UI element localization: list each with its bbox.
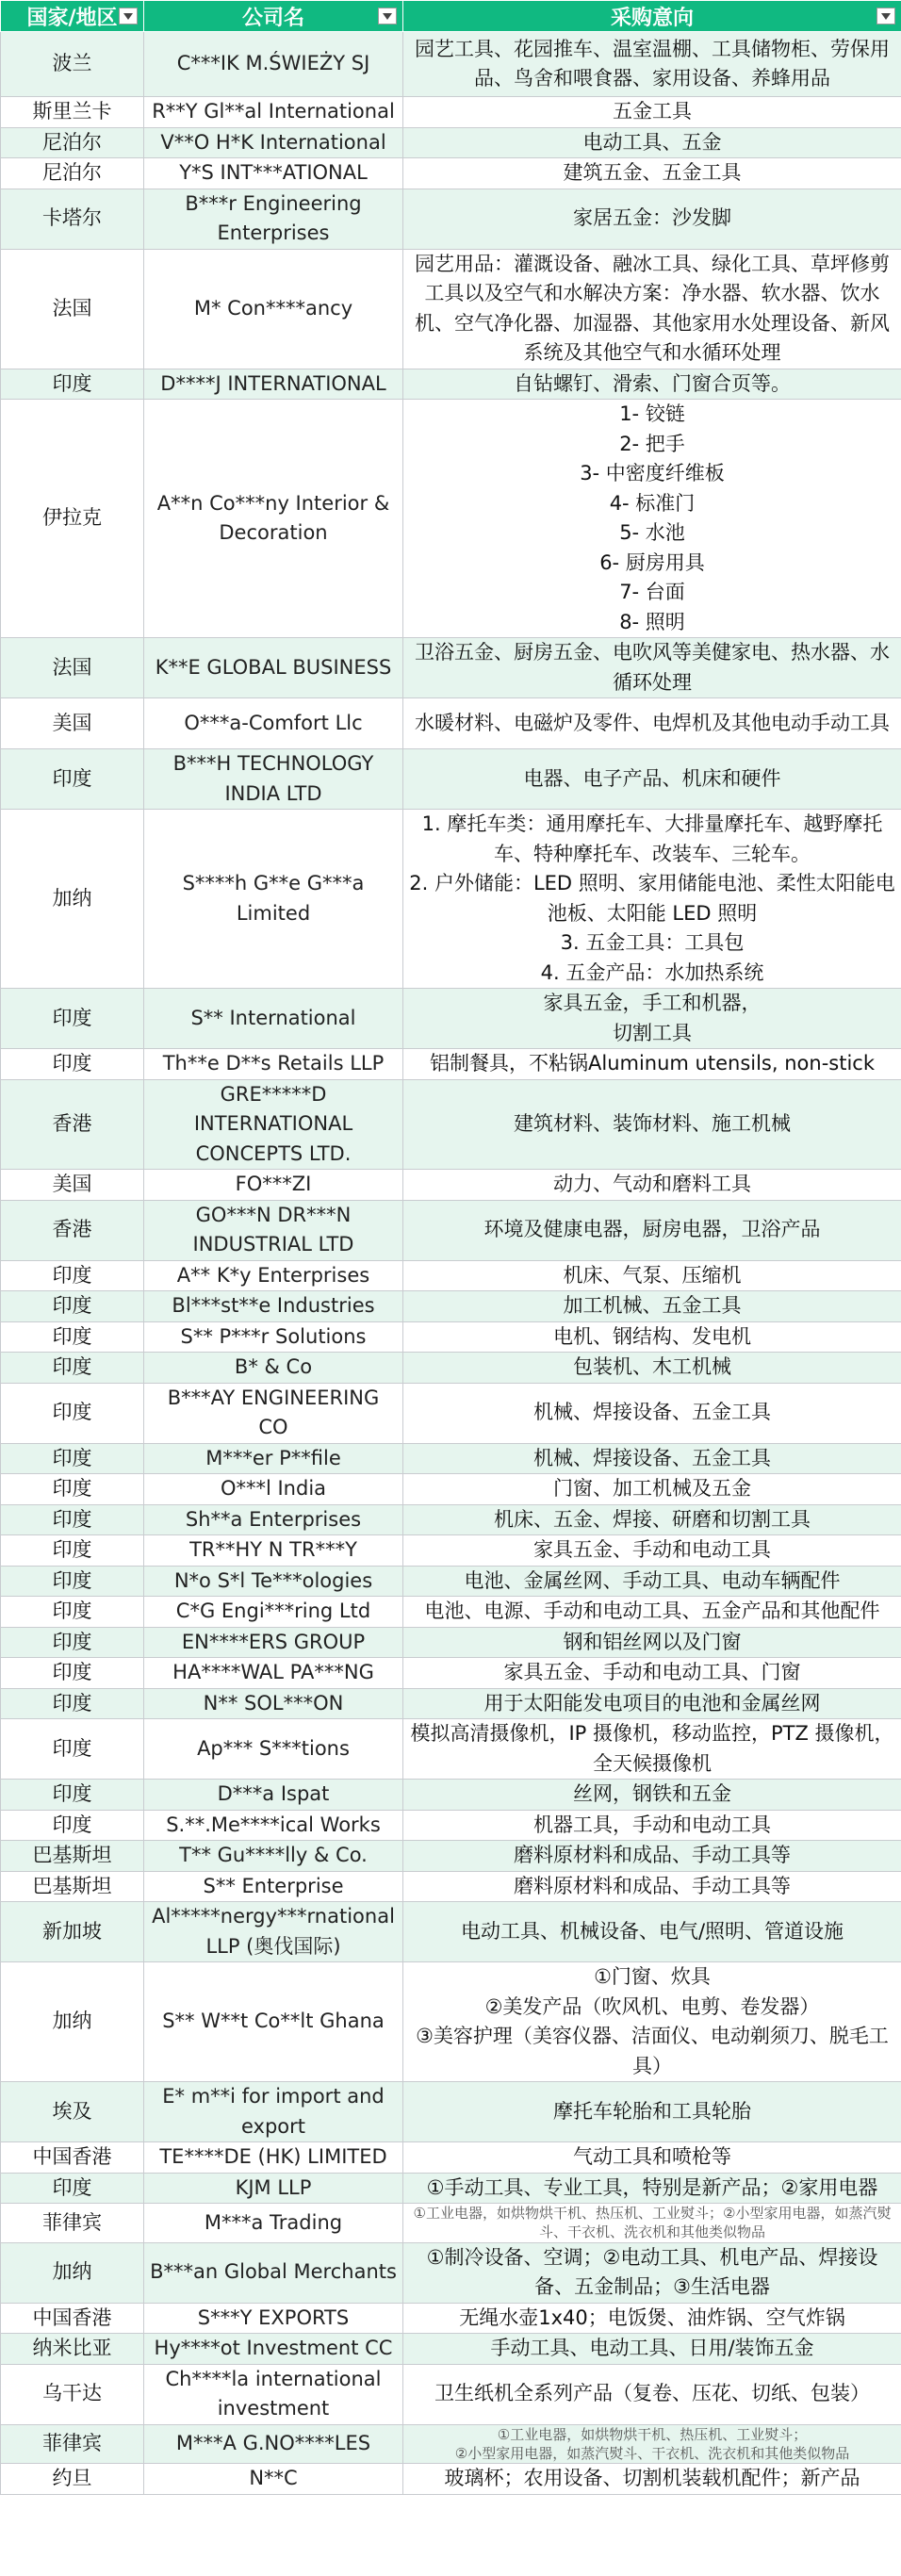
company-cell: Ch****la international investment: [144, 2364, 403, 2424]
intent-cell: 动力、气动和磨料工具: [403, 1170, 901, 1201]
intent-cell: 摩托车轮胎和工具轮胎: [403, 2082, 901, 2142]
country-cell: 尼泊尔: [1, 158, 144, 189]
intent-cell: 玻璃杯；农用设备、切割机装载机配件；新产品: [403, 2464, 901, 2495]
intent-cell: 气动工具和喷枪等: [403, 2142, 901, 2174]
table-row: [1, 1627, 901, 1658]
table-row: [1, 1353, 901, 1384]
intent-cell: 磨料原材料和成品、手动工具等: [403, 1871, 901, 1902]
table-row: [1, 1170, 901, 1201]
company-cell: A** K*y Enterprises: [144, 1260, 403, 1291]
country-cell: 印度: [1, 1474, 144, 1505]
country-cell: 加纳: [1, 1962, 144, 2082]
company-cell: O***a-Comfort Llc: [144, 698, 403, 749]
country-cell: 法国: [1, 638, 144, 698]
country-cell: 印度: [1, 1383, 144, 1443]
intent-cell: 机器工具，手动和电动工具: [403, 1810, 901, 1841]
country-cell: 印度: [1, 1810, 144, 1841]
intent-cell: 电器、电子产品、机床和硬件: [403, 749, 901, 810]
intent-cell: 卫生纸机全系列产品（复卷、压花、切纸、包装）: [403, 2364, 901, 2424]
company-cell: HA****WAL PA***NG: [144, 1658, 403, 1689]
intent-cell: 用于太阳能发电项目的电池和金属丝网: [403, 1688, 901, 1719]
country-cell: 印度: [1, 1260, 144, 1291]
country-cell: 乌干达: [1, 2364, 144, 2424]
company-cell: N** SOL***ON: [144, 1688, 403, 1719]
filter-dropdown-icon[interactable]: [119, 8, 138, 25]
table-row: [1, 2334, 901, 2365]
country-cell: 印度: [1, 989, 144, 1049]
table-row: [1, 1780, 901, 1811]
table-row: [1, 1200, 901, 1260]
header-country-label: 国家/地区: [26, 6, 118, 30]
company-cell: Sh**a Enterprises: [144, 1504, 403, 1535]
country-cell: 加纳: [1, 810, 144, 989]
table-row: [1, 189, 901, 249]
company-cell: Th**e D**s Retails LLP: [144, 1049, 403, 1080]
country-cell: 巴基斯坦: [1, 1841, 144, 1872]
country-cell: 印度: [1, 1504, 144, 1535]
company-cell: C*G Engi***ring Ltd: [144, 1597, 403, 1628]
country-cell: 菲律宾: [1, 2424, 144, 2464]
filter-dropdown-icon[interactable]: [876, 8, 895, 25]
table-row: [1, 32, 901, 97]
header-row: [1, 1, 901, 32]
country-cell: 中国香港: [1, 2142, 144, 2174]
company-cell: N**C: [144, 2464, 403, 2495]
table-row: [1, 1049, 901, 1080]
country-cell: 巴基斯坦: [1, 1871, 144, 1902]
table-row: [1, 158, 901, 189]
company-cell: M* Con****ancy: [144, 249, 403, 369]
table-row: [1, 1474, 901, 1505]
table-row: [1, 810, 901, 989]
intent-cell: 机床、五金、焊接、研磨和切割工具: [403, 1504, 901, 1535]
intent-cell: ①门窗、炊具 ②美发产品（吹风机、电剪、卷发器） ③美容护理（美容仪器、洁面仪、电动剃须刀、脱毛工具）: [403, 1962, 901, 2082]
company-cell: B***an Global Merchants: [144, 2242, 403, 2303]
table-row: [1, 1962, 901, 2082]
table-row: [1, 989, 901, 1049]
country-cell: 新加坡: [1, 1902, 144, 1962]
country-cell: 印度: [1, 749, 144, 810]
company-cell: V**O H*K International: [144, 127, 403, 158]
intent-cell: 铝制餐具，不粘锅Aluminum utensils, non-stick: [403, 1049, 901, 1080]
company-cell: T** Gu****lly & Co.: [144, 1841, 403, 1872]
intent-cell: 磨料原材料和成品、手动工具等: [403, 1841, 901, 1872]
country-cell: 印度: [1, 1627, 144, 1658]
company-cell: B***r Engineering Enterprises: [144, 189, 403, 249]
company-cell: S** International: [144, 989, 403, 1049]
country-cell: 约旦: [1, 2464, 144, 2495]
company-cell: Al*****nergy***rnational LLP (奥伐国际): [144, 1902, 403, 1962]
country-cell: 印度: [1, 369, 144, 400]
table-row: [1, 400, 901, 638]
intent-cell: 家具五金、手动和电动工具: [403, 1535, 901, 1567]
table-row: [1, 1321, 901, 1353]
intent-cell: 模拟高清摄像机，IP 摄像机，移动监控，PTZ 摄像机，全天候摄像机: [403, 1719, 901, 1780]
intent-cell: 建筑五金、五金工具: [403, 158, 901, 189]
table-row: [1, 1260, 901, 1291]
table-row: [1, 1566, 901, 1597]
intent-cell: 园艺用品：灌溉设备、融冰工具、绿化工具、草坪修剪工具以及空气和水解决方案：净水器、软水器、饮水机、空气净化器、加湿器、其他家用水处理设备、新风系统及其他空气和水循环处理: [403, 249, 901, 369]
country-cell: 波兰: [1, 32, 144, 97]
company-cell: M***A G.NO****LES: [144, 2424, 403, 2464]
table-row: [1, 249, 901, 369]
intent-cell: 建筑材料、装饰材料、施工机械: [403, 1079, 901, 1170]
table-row: [1, 1383, 901, 1443]
country-cell: 埃及: [1, 2082, 144, 2142]
table-row: [1, 1535, 901, 1567]
country-cell: 法国: [1, 249, 144, 369]
table-row: [1, 1810, 901, 1841]
table-row: [1, 2242, 901, 2303]
table-row: [1, 638, 901, 698]
country-cell: 菲律宾: [1, 2204, 144, 2243]
header-company: [144, 1, 403, 32]
table-row: [1, 127, 901, 158]
company-cell: M***er P**file: [144, 1443, 403, 1474]
country-cell: 印度: [1, 1719, 144, 1780]
table-row: [1, 2303, 901, 2334]
intent-cell: ①制冷设备、空调；②电动工具、机电产品、焊接设备、五金制品；③生活电器: [403, 2242, 901, 2303]
country-cell: 印度: [1, 1688, 144, 1719]
company-cell: TE****DE (HK) LIMITED: [144, 2142, 403, 2174]
country-cell: 中国香港: [1, 2303, 144, 2334]
company-cell: D***a Ispat: [144, 1780, 403, 1811]
company-cell: S** P***r Solutions: [144, 1321, 403, 1353]
table-row: [1, 2464, 901, 2495]
country-cell: 卡塔尔: [1, 189, 144, 249]
intent-cell: 门窗、加工机械及五金: [403, 1474, 901, 1505]
table-row: [1, 698, 901, 749]
table-row: [1, 1079, 901, 1170]
intent-cell: 1- 铰链 2- 把手 3- 中密度纤维板 4- 标准门 5- 水池 6- 厨房用具 7- 台面 8- 照明: [403, 400, 901, 638]
company-cell: Hy****ot Investment CC: [144, 2334, 403, 2365]
filter-dropdown-icon[interactable]: [378, 8, 397, 25]
header-intent-label: 采购意向: [610, 6, 694, 30]
intent-cell: 机械、焊接设备、五金工具: [403, 1383, 901, 1443]
country-cell: 伊拉克: [1, 400, 144, 638]
table-row: [1, 1719, 901, 1780]
table-row: [1, 1871, 901, 1902]
header-country: [1, 1, 144, 32]
table-row: [1, 1443, 901, 1474]
company-cell: N*o S*l Te***ologies: [144, 1566, 403, 1597]
company-cell: Bl***st**e Industries: [144, 1291, 403, 1322]
country-cell: 印度: [1, 1780, 144, 1811]
table-body: [1, 32, 901, 2495]
intent-cell: 包装机、木工机械: [403, 1353, 901, 1384]
intent-cell: 卫浴五金、厨房五金、电吹风等美健家电、热水器、水循环处理: [403, 638, 901, 698]
company-cell: Ap*** S***tions: [144, 1719, 403, 1780]
table-row: [1, 1291, 901, 1322]
country-cell: 美国: [1, 1170, 144, 1201]
country-cell: 印度: [1, 1597, 144, 1628]
company-cell: C***IK M.ŚWIEŻY SJ: [144, 32, 403, 97]
intent-cell: 家具五金，手工和机器， 切割工具: [403, 989, 901, 1049]
company-cell: EN****ERS GROUP: [144, 1627, 403, 1658]
company-cell: K**E GLOBAL BUSINESS: [144, 638, 403, 698]
table-row: [1, 1504, 901, 1535]
intent-cell: 加工机械、五金工具: [403, 1291, 901, 1322]
country-cell: 印度: [1, 1443, 144, 1474]
intent-cell: 电池、电源、手动和电动工具、五金产品和其他配件: [403, 1597, 901, 1628]
table-row: [1, 1597, 901, 1628]
company-cell: B***H TECHNOLOGY INDIA LTD: [144, 749, 403, 810]
intent-cell: 水暖材料、电磁炉及零件、电焊机及其他电动手动工具: [403, 698, 901, 749]
table-row: [1, 749, 901, 810]
table-row: [1, 2082, 901, 2142]
company-cell: D****J INTERNATIONAL: [144, 369, 403, 400]
intent-cell: 机械、焊接设备、五金工具: [403, 1443, 901, 1474]
table-row: [1, 2424, 901, 2464]
country-cell: 印度: [1, 1353, 144, 1384]
company-cell: S.**.Me****ical Works: [144, 1810, 403, 1841]
company-cell: S***Y EXPORTS: [144, 2303, 403, 2334]
header-company-label: 公司名: [241, 6, 304, 30]
table-row: [1, 97, 901, 128]
intent-cell: 环境及健康电器，厨房电器，卫浴产品: [403, 1200, 901, 1260]
table-row: [1, 1688, 901, 1719]
company-cell: O***l India: [144, 1474, 403, 1505]
table-row: [1, 2173, 901, 2204]
intent-cell: 钢和铝丝网以及门窗: [403, 1627, 901, 1658]
intent-cell: 自钻螺钉、滑索、门窗合页等。: [403, 369, 901, 400]
intent-cell: 园艺工具、花园推车、温室温棚、工具储物柜、劳保用品、鸟舍和喂食器、家用设备、养蜂用品: [403, 32, 901, 97]
country-cell: 尼泊尔: [1, 127, 144, 158]
country-cell: 香港: [1, 1200, 144, 1260]
company-cell: B* & Co: [144, 1353, 403, 1384]
intent-cell: 家居五金：沙发脚: [403, 189, 901, 249]
intent-cell: 电动工具、机械设备、电气/照明、管道设施: [403, 1902, 901, 1962]
table-header: [1, 1, 901, 32]
company-cell: S** Enterprise: [144, 1871, 403, 1902]
intent-cell: 家具五金、手动和电动工具、门窗: [403, 1658, 901, 1689]
company-cell: R**Y Gl**al International: [144, 97, 403, 128]
intent-cell: 1. 摩托车类：通用摩托车、大排量摩托车、越野摩托车、特种摩托车、改装车、三轮车。 2. 户外储能：LED 照明、家用储能电池、柔性太阳能电池板、太阳能 LED 照明 3. 五金工具：工具包 4. 五金产品：水加热系统: [403, 810, 901, 989]
intent-cell: ①手动工具、专业工具，特别是新产品；②家用电器: [403, 2173, 901, 2204]
company-cell: TR**HY N TR***Y: [144, 1535, 403, 1567]
country-cell: 印度: [1, 1658, 144, 1689]
company-cell: A**n Co***ny Interior & Decoration: [144, 400, 403, 638]
header-intent: [403, 1, 901, 32]
country-cell: 香港: [1, 1079, 144, 1170]
company-cell: E* m**i for import and export: [144, 2082, 403, 2142]
intent-cell: 手动工具、电动工具、日用/装饰五金: [403, 2334, 901, 2365]
intent-cell: 电池、金属丝网、手动工具、电动车辆配件: [403, 1566, 901, 1597]
country-cell: 印度: [1, 1291, 144, 1322]
table-row: [1, 1841, 901, 1872]
table-row: [1, 1902, 901, 1962]
intent-cell: 电机、钢结构、发电机: [403, 1321, 901, 1353]
company-cell: FO***ZI: [144, 1170, 403, 1201]
company-cell: GRE*****D INTERNATIONAL CONCEPTS LTD.: [144, 1079, 403, 1170]
intent-cell: ①工业电器，如烘物烘干机、热压机、工业熨斗；②小型家用电器，如蒸汽熨斗、干衣机、洗衣机和其他类似物品: [403, 2204, 901, 2243]
country-cell: 斯里兰卡: [1, 97, 144, 128]
company-cell: Y*S INT***ATIONAL: [144, 158, 403, 189]
intent-cell: ①工业电器，如烘物烘干机、热压机、工业熨斗； ②小型家用电器，如蒸汽熨斗、干衣机、洗衣机和其他类似物品: [403, 2424, 901, 2464]
table-row: [1, 2142, 901, 2174]
company-cell: GO***N DR***N INDUSTRIAL LTD: [144, 1200, 403, 1260]
intent-cell: 无绳水壶1x40；电饭煲、油炸锅、空气炸锅: [403, 2303, 901, 2334]
country-cell: 美国: [1, 698, 144, 749]
intent-cell: 五金工具: [403, 97, 901, 128]
table-row: [1, 369, 901, 400]
company-cell: KJM LLP: [144, 2173, 403, 2204]
company-cell: B***AY ENGINEERING CO: [144, 1383, 403, 1443]
country-cell: 印度: [1, 1566, 144, 1597]
country-cell: 印度: [1, 1321, 144, 1353]
company-cell: S** W**t Co**lt Ghana: [144, 1962, 403, 2082]
country-cell: 加纳: [1, 2242, 144, 2303]
company-cell: S****h G**e G***a Limited: [144, 810, 403, 989]
company-cell: M***a Trading: [144, 2204, 403, 2243]
table-row: [1, 2204, 901, 2243]
table-row: [1, 1658, 901, 1689]
country-cell: 印度: [1, 1049, 144, 1080]
country-cell: 印度: [1, 2173, 144, 2204]
country-cell: 纳米比亚: [1, 2334, 144, 2365]
country-cell: 印度: [1, 1535, 144, 1567]
intent-cell: 丝网，钢铁和五金: [403, 1780, 901, 1811]
table-row: [1, 2364, 901, 2424]
intent-cell: 电动工具、五金: [403, 127, 901, 158]
intent-cell: 机床、气泵、压缩机: [403, 1260, 901, 1291]
